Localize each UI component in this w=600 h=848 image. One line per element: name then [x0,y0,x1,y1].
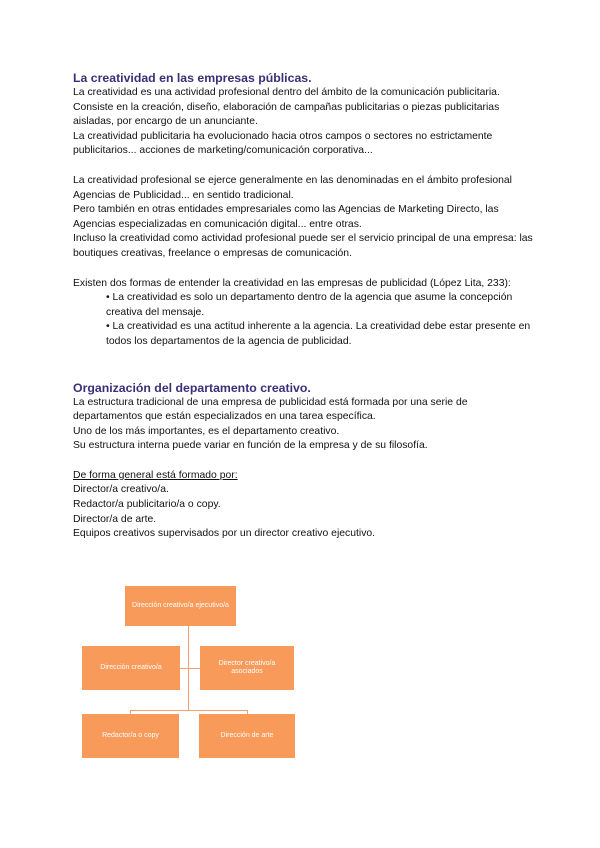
paragraph: Consiste en la creación, diseño, elaboración de campañas publicitarias o piezas publicitarias aisladas, por encargo de un anunciante. [73,101,500,128]
org-node-executive-creative: Dirección creativo/a ejecutivo/a [125,586,236,626]
role-item: Director/a de arte. [73,513,157,525]
org-node-art-direction: Dirección de arte [199,714,295,758]
connector-line [188,626,189,646]
paragraph: La estructura tradicional de una empresa de publicidad está formada por una serie de departamentos que están especializados en una tarea específica. [73,396,468,423]
paragraph: La creatividad publicitaria ha evolucionado hacia otros campos o sectores no estrictamente publicitarios... acciones de marketing/comunicación corporativa... [73,130,493,157]
connector-line [180,668,188,669]
connector-line [188,668,200,669]
org-node-associate-creative: Director creativo/a asociados [200,646,294,690]
org-node-copywriter: Redactor/a o copy [82,714,179,758]
section-title-organization: Organización del departamento creativo. [73,380,311,395]
role-item: Equipos creativos supervisados por un director creativo ejecutivo. [73,528,376,540]
role-item: Director/a creativo/a. [73,484,169,496]
document-page [73,70,533,542]
connector-line [188,646,189,710]
org-node-creative-direction: Dirección creativo/a [82,646,180,690]
paragraph: Existen dos formas de entender la creatividad en las empresas de publicidad (López Lita, 233): [73,277,511,289]
paragraph: Incluso la creatividad como actividad profesional puede ser el servicio principal de una empresa: las boutiques creativas, freelance o empresas de comunicación. [73,233,533,259]
bullet-list [106,291,533,349]
list-item: • La creatividad es solo un departamento dentro de la agencia que asume la concepción creativa del mensaje. [106,292,513,318]
paragraph: Pero también en otras entidades empresariales como las Agencias de Marketing Directo, las Agencias especializadas en comunicación digital... entre otras. [73,204,499,230]
paragraph: La creatividad profesional se ejerce generalmente en las denominadas en el ámbito profesional Agencias de Publicidad... en sentido tradicional. [73,174,512,201]
paragraph: Uno de los más importantes, es el departamento creativo. [73,425,340,437]
subheading: De forma general está formado por: [73,469,238,481]
paragraph: La creatividad es una actividad profesional dentro del ámbito de la comunicación publicitaria. [73,87,500,98]
list-item: • La creatividad es una actitud inherente a la agencia. La creatividad debe estar presente en todos los departamentos de la agencia de publicidad. [106,321,531,347]
connector-line [130,710,247,711]
paragraph: Su estructura interna puede variar en función de la empresa y de su filosofía. [73,440,428,452]
role-item: Redactor/a publicitario/a o copy. [73,499,221,511]
section-title-creativity: La creatividad en las empresas públicas. [73,71,312,85]
